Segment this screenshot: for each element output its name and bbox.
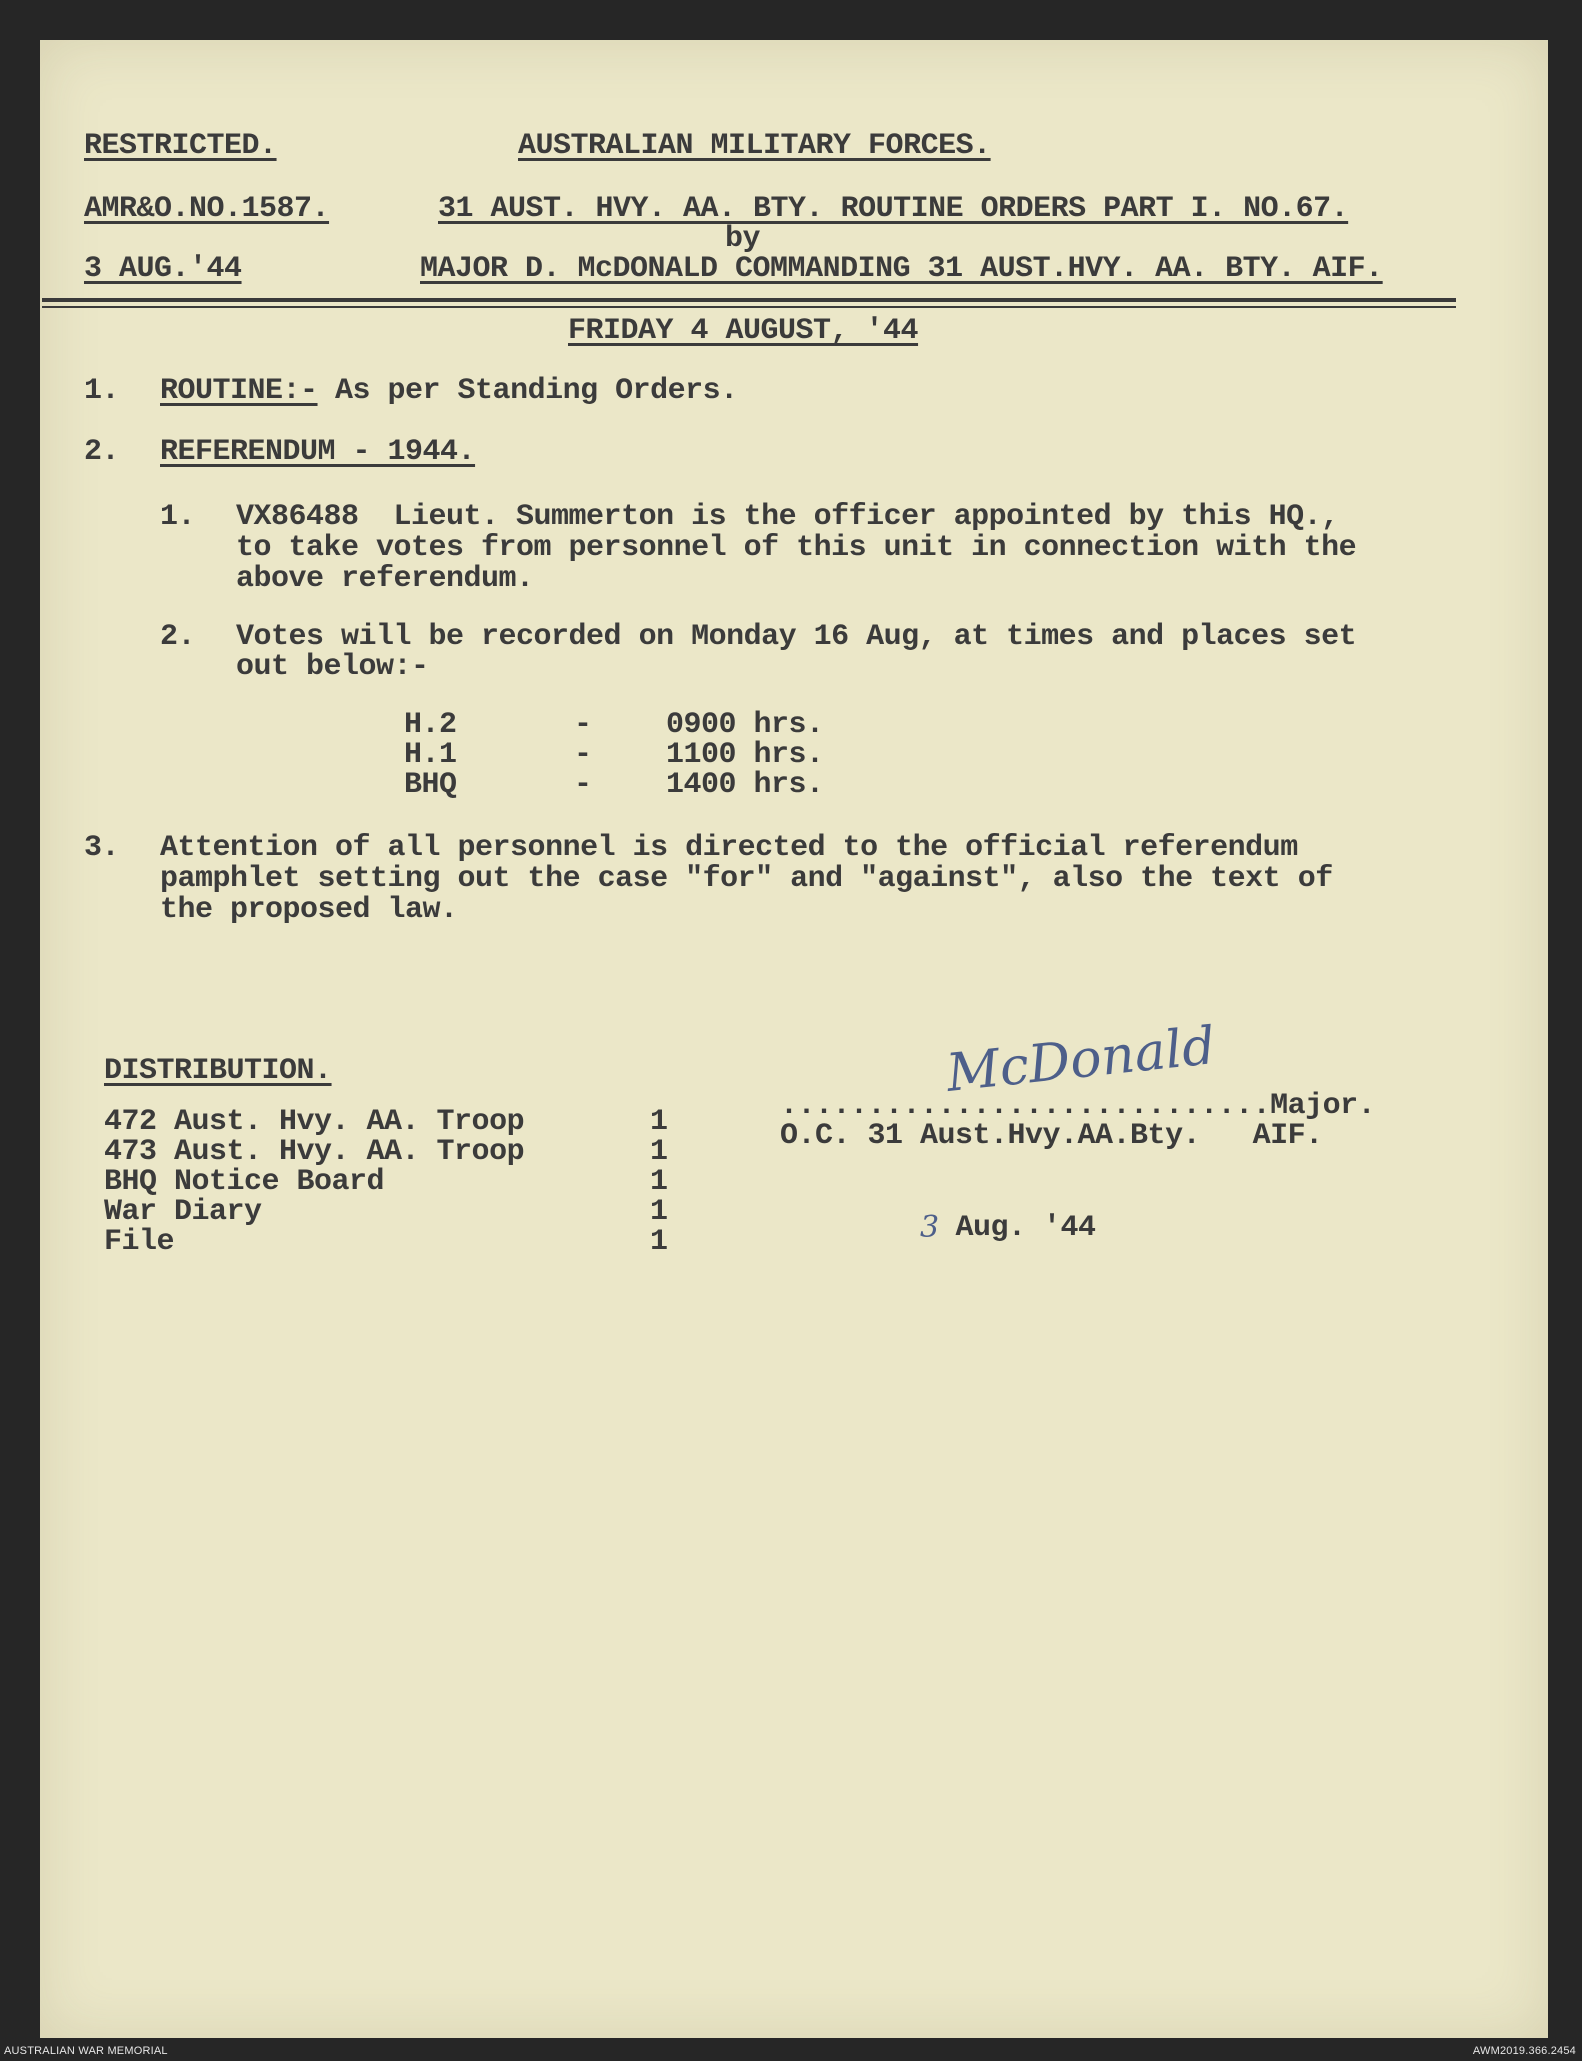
item-2-heading: REFERENDUM - 1944. bbox=[160, 435, 476, 469]
handwritten-signature: McDonald bbox=[943, 1016, 1219, 1104]
item-2-para-1-line-2: to take votes from personnel of this unit in connection with the bbox=[236, 531, 1357, 565]
day-heading: FRIDAY 4 AUGUST, '44 bbox=[568, 314, 919, 348]
signature-dotted-line: ............................Major. bbox=[780, 1089, 1376, 1123]
by-label: by bbox=[725, 222, 761, 256]
reference-number: AMR&O.NO.1587. bbox=[84, 192, 330, 226]
footer-credit: AUSTRALIAN WAR MEMORIAL bbox=[4, 2045, 168, 2057]
distribution-name: BHQ Notice Board bbox=[104, 1165, 385, 1199]
item-2-para-2-line-1: Votes will be recorded on Monday 16 Aug, at times and places set bbox=[236, 620, 1357, 654]
commander-line: MAJOR D. McDONALD COMMANDING 31 AUST.HVY. AA. BTY. AIF. bbox=[420, 252, 1383, 286]
item-3-line-1: Attention of all personnel is directed to the official referendum bbox=[160, 831, 1298, 865]
item-2-para-2-line-2: out below:- bbox=[236, 650, 429, 684]
distribution-name: War Diary bbox=[104, 1195, 262, 1229]
signature-date: Aug. '44 bbox=[938, 1211, 1096, 1245]
schedule-place: H.2 bbox=[404, 708, 457, 742]
item-1-number: 1. bbox=[84, 374, 120, 408]
item-2-para-1-line-3: above referendum. bbox=[236, 562, 534, 596]
handwritten-date-day: 3 bbox=[920, 1210, 940, 1245]
classification-label: RESTRICTED. bbox=[84, 129, 277, 163]
orders-title: 31 AUST. HVY. AA. BTY. ROUTINE ORDERS PART I. NO.67. bbox=[438, 192, 1349, 226]
footer-accession-number: AWM2019.366.2454 bbox=[1472, 2045, 1576, 2057]
organisation-title: AUSTRALIAN MILITARY FORCES. bbox=[518, 129, 991, 163]
schedule-place: BHQ bbox=[404, 768, 457, 802]
distribution-name: 472 Aust. Hvy. AA. Troop bbox=[104, 1105, 525, 1139]
signatory-unit-line: O.C. 31 Aust.Hvy.AA.Bty. AIF. bbox=[780, 1119, 1323, 1153]
schedule-time: 1100 hrs. bbox=[666, 738, 824, 772]
item-2-para-2-number: 2. bbox=[160, 620, 196, 654]
distribution-name: File bbox=[104, 1225, 175, 1259]
distribution-name: 473 Aust. Hvy. AA. Troop bbox=[104, 1135, 525, 1169]
distribution-qty: 1 bbox=[650, 1105, 668, 1139]
item-3-line-2: pamphlet setting out the case "for" and "against", also the text of bbox=[160, 862, 1333, 896]
item-1-text: As per Standing Orders. bbox=[317, 374, 738, 408]
distribution-qty: 1 bbox=[650, 1135, 668, 1169]
issue-date: 3 AUG.'44 bbox=[84, 252, 242, 286]
item-1-heading: ROUTINE:- bbox=[160, 374, 318, 408]
schedule-time: 0900 hrs. bbox=[666, 708, 824, 742]
schedule-time: 1400 hrs. bbox=[666, 768, 824, 802]
header-rule-bottom bbox=[42, 306, 1456, 308]
distribution-qty: 1 bbox=[650, 1165, 668, 1199]
schedule-place: H.1 bbox=[404, 738, 457, 772]
document-page bbox=[40, 40, 1548, 2038]
distribution-qty: 1 bbox=[650, 1195, 668, 1229]
item-2-para-1-number: 1. bbox=[160, 500, 196, 534]
distribution-qty: 1 bbox=[650, 1225, 668, 1259]
item-3-line-3: the proposed law. bbox=[160, 893, 458, 927]
distribution-title: DISTRIBUTION. bbox=[104, 1054, 332, 1088]
item-2-number: 2. bbox=[84, 435, 120, 469]
item-1-row bbox=[160, 376, 738, 407]
schedule-separator: - bbox=[574, 768, 592, 802]
item-2-para-1-line-1: VX86488 Lieut. Summerton is the officer appointed by this HQ., bbox=[236, 500, 1339, 534]
item-3-number: 3. bbox=[84, 831, 120, 865]
schedule-separator: - bbox=[574, 738, 592, 772]
header-rule-top bbox=[42, 298, 1456, 302]
schedule-separator: - bbox=[574, 708, 592, 742]
